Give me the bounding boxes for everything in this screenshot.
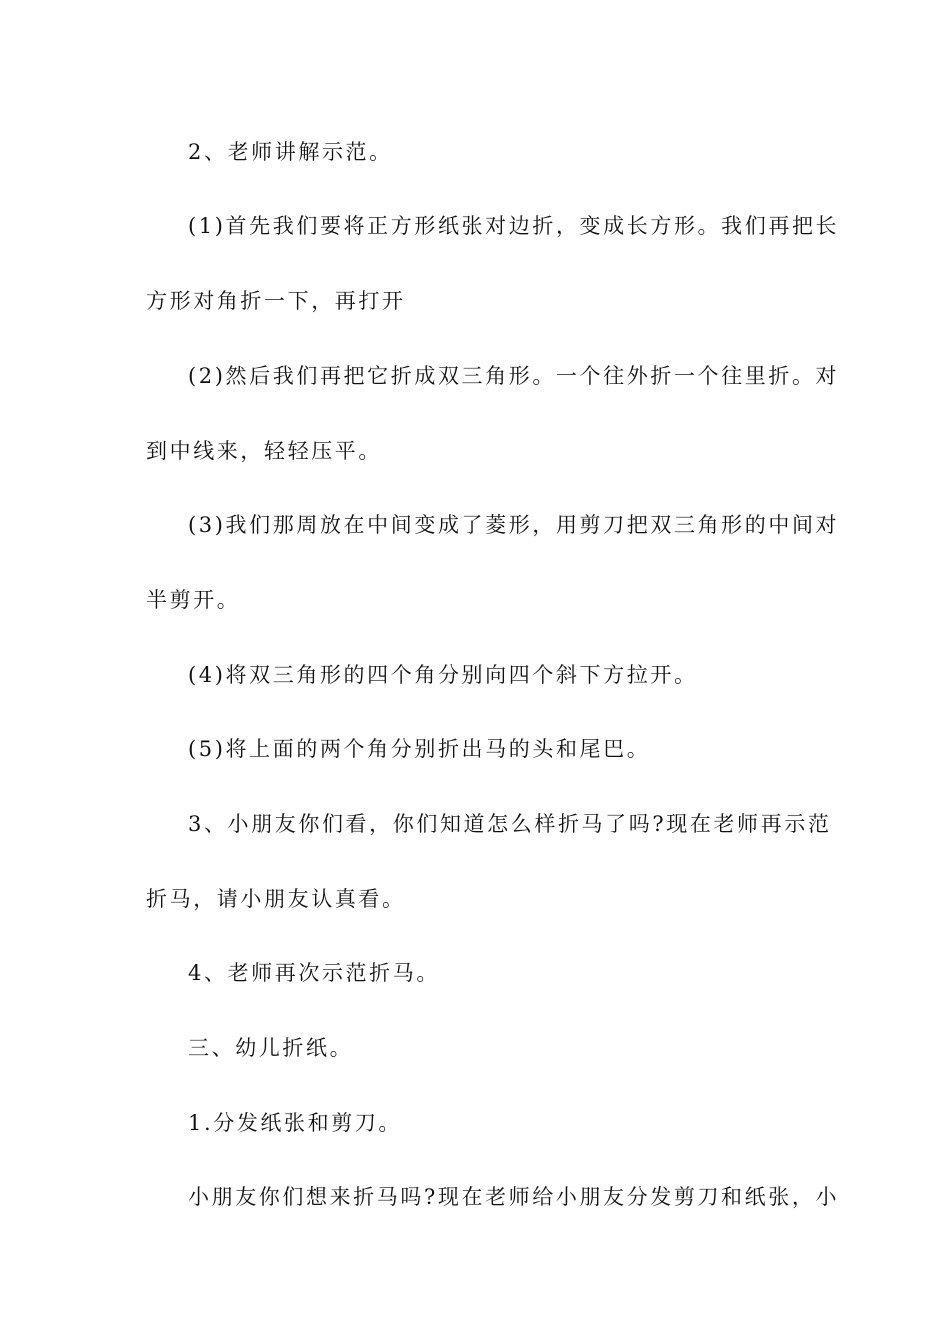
text-line: 3、小朋友你们看，你们知道怎么样折马了吗?现在老师再示范 <box>188 812 832 836</box>
text-line: 半剪开。 <box>146 588 241 612</box>
text-line: 小朋友你们想来折马吗?现在老师给小朋友分发剪刀和纸张，小 <box>188 1185 840 1209</box>
text-line: (2)然后我们再把它折成双三角形。一个往外折一个往里折。对 <box>188 364 840 388</box>
text-line: (1)首先我们要将正方形纸张对边折，变成长方形。我们再把长 <box>188 214 840 238</box>
text-line: 折马，请小朋友认真看。 <box>146 887 406 911</box>
text-line: 2、老师讲解示范。 <box>188 140 393 164</box>
text-line: 三、幼儿折纸。 <box>188 1036 354 1060</box>
text-line: 4、老师再次示范折马。 <box>188 961 440 985</box>
text-line: 到中线来，轻轻压平。 <box>146 439 382 463</box>
text-line: 方形对角折一下，再打开 <box>146 289 406 313</box>
text-line: (4)将双三角形的四个角分别向四个斜下方拉开。 <box>188 663 698 687</box>
text-line: (3)我们那周放在中间变成了菱形，用剪刀把双三角形的中间对 <box>188 513 840 537</box>
text-line: (5)将上面的两个角分别折出马的头和尾巴。 <box>188 737 651 761</box>
text-line: 1.分发纸张和剪刀。 <box>188 1111 403 1135</box>
